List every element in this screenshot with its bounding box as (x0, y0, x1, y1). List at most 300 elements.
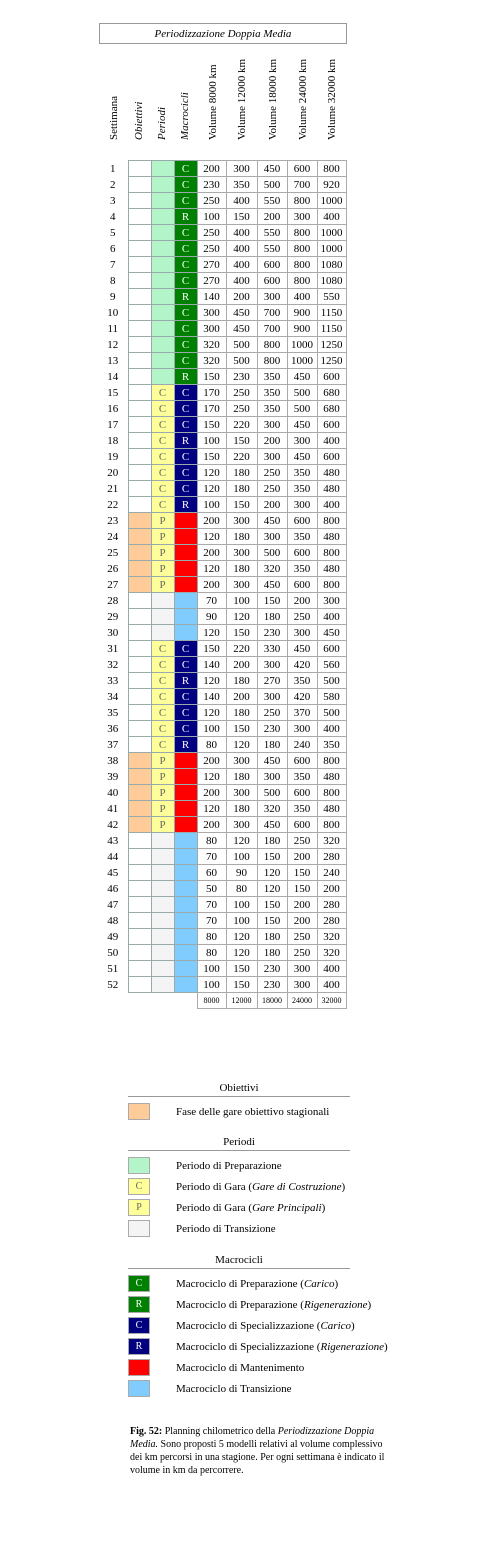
week-number: 41 (107, 802, 119, 815)
periodo-cell: C (151, 385, 174, 401)
volume-cell: 680 (317, 401, 346, 417)
volume-cell: 250 (197, 241, 226, 257)
volume-cell: 400 (317, 977, 346, 993)
volume-cell: 600 (317, 449, 346, 465)
obiettivo-cell (128, 417, 151, 433)
volume-cell: 600 (287, 753, 317, 769)
volume-cell: 450 (257, 753, 287, 769)
table-row (98, 881, 346, 897)
volume-cell: 70 (197, 897, 226, 913)
volume-cell: 150 (287, 865, 317, 881)
volume-cell: 300 (257, 529, 287, 545)
volume-cell: 270 (257, 673, 287, 689)
obiettivo-cell (128, 529, 151, 545)
volume-cell: 1150 (317, 321, 346, 337)
volume-cell: 320 (197, 337, 226, 353)
legend-item (128, 1317, 355, 1334)
periodo-cell (151, 337, 174, 353)
volume-cell: 250 (226, 385, 257, 401)
volume-cell: 500 (257, 177, 287, 193)
volume-cell: 200 (226, 689, 257, 705)
volume-cell: 200 (197, 785, 226, 801)
table-row (98, 817, 346, 833)
week-number: 39 (107, 770, 119, 783)
volume-cell: 200 (197, 161, 226, 177)
volume-cell: 500 (226, 353, 257, 369)
volume-cell: 600 (257, 257, 287, 273)
periodo-cell (151, 945, 174, 961)
volume-cell: 370 (287, 705, 317, 721)
volume-cell: 800 (287, 225, 317, 241)
obiettivo-cell (128, 577, 151, 593)
volume-cell: 350 (257, 401, 287, 417)
volume-cell: 150 (226, 961, 257, 977)
volume-cell: 100 (197, 961, 226, 977)
volume-cell: 400 (317, 209, 346, 225)
volume-cell: 150 (226, 433, 257, 449)
header-volume-24000: Volume 24000 km (297, 58, 309, 140)
macrociclo-cell: C (174, 417, 197, 433)
periodo-cell: P (151, 545, 174, 561)
volume-cell: 400 (317, 721, 346, 737)
week-number: 7 (110, 258, 116, 271)
obiettivo-cell (128, 161, 151, 177)
volume-cell: 200 (317, 881, 346, 897)
volume-cell: 250 (257, 481, 287, 497)
obiettivo-cell (128, 401, 151, 417)
table-row (98, 241, 346, 257)
volume-cell: 180 (226, 673, 257, 689)
total-cell: 18000 (257, 993, 287, 1009)
macrociclo-cell: C (174, 321, 197, 337)
header-volume-32000: Volume 32000 km (326, 58, 338, 140)
periodo-cell (151, 929, 174, 945)
volume-cell: 300 (287, 961, 317, 977)
week-number: 29 (107, 610, 119, 623)
volume-cell: 600 (287, 513, 317, 529)
periodo-cell (151, 881, 174, 897)
macrociclo-cell: C (174, 337, 197, 353)
macrociclo-cell: C (174, 273, 197, 289)
macrociclo-cell (174, 513, 197, 529)
macrociclo-cell: C (174, 705, 197, 721)
periodization-table (98, 160, 347, 1009)
volume-cell: 200 (197, 753, 226, 769)
volume-cell: 180 (226, 481, 257, 497)
volume-cell: 300 (226, 817, 257, 833)
obiettivo-cell (128, 833, 151, 849)
volume-cell: 800 (287, 241, 317, 257)
legend-italic: Gare Principali (252, 1201, 322, 1214)
periodo-cell (151, 225, 174, 241)
volume-cell: 230 (226, 369, 257, 385)
volume-cell: 450 (287, 641, 317, 657)
volume-cell: 70 (197, 849, 226, 865)
table-title: Periodizzazione Doppia Media (99, 23, 347, 44)
volume-cell: 550 (257, 241, 287, 257)
periodo-cell: C (151, 449, 174, 465)
volume-cell: 450 (257, 161, 287, 177)
volume-cell: 200 (197, 817, 226, 833)
volume-cell: 90 (226, 865, 257, 881)
obiettivo-cell (128, 945, 151, 961)
volume-cell: 100 (226, 593, 257, 609)
table-row (98, 849, 346, 865)
periodo-cell: P (151, 529, 174, 545)
total-cell: 32000 (317, 993, 346, 1009)
week-number: 26 (107, 562, 119, 575)
legend-text: Periodo di Gara ( (176, 1201, 253, 1214)
table-row (98, 689, 346, 705)
legend-text: Macrociclo di Specializzazione ( (176, 1319, 321, 1332)
volume-cell: 1000 (317, 193, 346, 209)
legend-label (176, 1181, 345, 1193)
table-row (98, 609, 346, 625)
volume-cell: 350 (287, 801, 317, 817)
volume-cell: 800 (317, 817, 346, 833)
table-row (98, 481, 346, 497)
macrociclo-cell: C (174, 193, 197, 209)
legend-text-end: ) (341, 1180, 346, 1193)
week-number: 14 (107, 370, 119, 383)
week-number: 15 (107, 386, 119, 399)
obiettivo-cell (128, 481, 151, 497)
periodo-cell: P (151, 561, 174, 577)
week-number: 13 (107, 354, 119, 367)
obiettivo-cell (128, 961, 151, 977)
periodo-cell: C (151, 401, 174, 417)
volume-cell: 600 (317, 369, 346, 385)
volume-cell: 90 (197, 609, 226, 625)
volume-cell: 800 (317, 545, 346, 561)
week-number: 34 (107, 690, 119, 703)
week-number: 5 (110, 226, 116, 239)
header-macrocicli: Macrocicli (179, 92, 191, 140)
volume-cell: 450 (287, 417, 317, 433)
volume-cell: 140 (197, 689, 226, 705)
periodo-cell: C (151, 433, 174, 449)
macrociclo-cell: C (174, 689, 197, 705)
obiettivo-cell (128, 929, 151, 945)
macrociclo-cell (174, 913, 197, 929)
volume-cell: 480 (317, 769, 346, 785)
volume-cell: 1080 (317, 257, 346, 273)
obiettivo-cell (128, 465, 151, 481)
volume-cell: 450 (287, 369, 317, 385)
macrociclo-cell: C (174, 657, 197, 673)
obiettivo-cell (128, 561, 151, 577)
volume-cell: 300 (226, 161, 257, 177)
volume-cell: 200 (197, 513, 226, 529)
week-number: 27 (107, 578, 119, 591)
volume-cell: 100 (226, 897, 257, 913)
macrociclo-cell (174, 865, 197, 881)
macrociclo-cell (174, 785, 197, 801)
periodo-cell (151, 833, 174, 849)
legend-text-end: ) (321, 1201, 326, 1214)
volume-cell: 400 (317, 497, 346, 513)
macrociclo-cell (174, 529, 197, 545)
week-number: 36 (107, 722, 119, 735)
legend-text: Fase delle gare obiettivo stagionali (176, 1105, 330, 1118)
periodo-cell (151, 961, 174, 977)
week-number: 35 (107, 706, 119, 719)
week-number: 44 (107, 850, 119, 863)
periodo-cell: C (151, 417, 174, 433)
periodo-cell (151, 593, 174, 609)
week-number: 2 (110, 178, 116, 191)
table-row (98, 753, 346, 769)
table-row (98, 273, 346, 289)
legend-label (176, 1202, 325, 1214)
volume-cell: 600 (287, 577, 317, 593)
obiettivo-cell (128, 625, 151, 641)
legend-italic: Carico (320, 1319, 352, 1332)
volume-cell: 100 (226, 849, 257, 865)
periodo-cell (151, 177, 174, 193)
table-row (98, 497, 346, 513)
week-number: 30 (107, 626, 119, 639)
volume-cell: 800 (257, 353, 287, 369)
volume-cell: 900 (287, 305, 317, 321)
volume-cell: 120 (197, 625, 226, 641)
macrociclo-cell (174, 561, 197, 577)
obiettivo-cell (128, 881, 151, 897)
volume-cell: 800 (317, 161, 346, 177)
legend-label (176, 1299, 371, 1311)
week-number: 16 (107, 402, 119, 415)
volume-cell: 280 (317, 913, 346, 929)
volume-cell: 200 (257, 433, 287, 449)
volume-cell: 200 (226, 657, 257, 673)
macrociclo-cell (174, 817, 197, 833)
volume-cell: 180 (257, 945, 287, 961)
table-row (98, 225, 346, 241)
week-number: 6 (110, 242, 116, 255)
volume-cell: 500 (287, 401, 317, 417)
legend-swatch: R (128, 1338, 150, 1355)
volume-cell: 1150 (317, 305, 346, 321)
obiettivo-cell (128, 241, 151, 257)
volume-cell: 250 (287, 945, 317, 961)
volume-cell: 120 (226, 737, 257, 753)
total-cell: 24000 (287, 993, 317, 1009)
obiettivo-cell (128, 705, 151, 721)
volume-cell: 550 (317, 289, 346, 305)
volume-cell: 150 (226, 497, 257, 513)
volume-cell: 120 (197, 801, 226, 817)
obiettivo-cell (128, 337, 151, 353)
volume-cell: 600 (287, 817, 317, 833)
volume-cell: 300 (197, 305, 226, 321)
volume-cell: 400 (317, 961, 346, 977)
volume-cell: 1250 (317, 337, 346, 353)
macrociclo-cell (174, 577, 197, 593)
volume-cell: 120 (197, 769, 226, 785)
volume-cell: 280 (317, 849, 346, 865)
header-volume-18000: Volume 18000 km (267, 58, 279, 140)
volume-cell: 800 (287, 273, 317, 289)
obiettivo-cell (128, 689, 151, 705)
volume-cell: 220 (226, 449, 257, 465)
table-row (98, 945, 346, 961)
volume-cell: 150 (257, 913, 287, 929)
legend-label (176, 1320, 355, 1332)
volume-cell: 450 (226, 321, 257, 337)
obiettivo-cell (128, 593, 151, 609)
macrociclo-cell (174, 977, 197, 993)
header-volume-8000: Volume 8000 km (207, 64, 219, 140)
legend-italic: Gare di Costruzione (252, 1180, 342, 1193)
volume-cell: 180 (226, 529, 257, 545)
volume-cell: 200 (287, 897, 317, 913)
macrociclo-cell: R (174, 289, 197, 305)
volume-cell: 350 (287, 465, 317, 481)
legend-macrocicli (128, 1254, 388, 1401)
volume-cell: 120 (197, 561, 226, 577)
volume-cell: 480 (317, 529, 346, 545)
volume-cell: 800 (317, 577, 346, 593)
volume-cell: 120 (197, 465, 226, 481)
volume-cell: 220 (226, 641, 257, 657)
obiettivo-cell (128, 769, 151, 785)
obiettivo-cell (128, 977, 151, 993)
obiettivo-cell (128, 897, 151, 913)
legend-item (128, 1359, 350, 1376)
week-number: 42 (107, 818, 119, 831)
macrociclo-cell (174, 625, 197, 641)
week-number: 51 (107, 962, 119, 975)
legend-text-end: ) (351, 1319, 355, 1332)
week-number: 1 (110, 162, 116, 175)
volume-cell: 300 (226, 577, 257, 593)
volume-cell: 200 (287, 593, 317, 609)
week-number: 49 (107, 930, 119, 943)
legend-swatch: C (128, 1275, 150, 1292)
volume-cell: 100 (197, 209, 226, 225)
volume-cell: 80 (197, 929, 226, 945)
volume-cell: 450 (257, 577, 287, 593)
volume-cell: 100 (197, 433, 226, 449)
volume-cell: 550 (257, 225, 287, 241)
volume-cell: 80 (197, 833, 226, 849)
legend-heading: Obiettivi (128, 1082, 350, 1097)
week-number: 3 (110, 194, 116, 207)
volume-cell: 200 (226, 289, 257, 305)
volume-cell: 200 (287, 849, 317, 865)
volume-cell: 180 (257, 929, 287, 945)
periodo-cell (151, 609, 174, 625)
periodo-cell: C (151, 689, 174, 705)
volume-cell: 150 (257, 897, 287, 913)
periodo-cell: P (151, 577, 174, 593)
volume-cell: 300 (257, 449, 287, 465)
obiettivo-cell (128, 321, 151, 337)
periodo-cell: C (151, 721, 174, 737)
volume-cell: 100 (226, 913, 257, 929)
legend-text-end: ) (384, 1340, 388, 1353)
table-row (98, 385, 346, 401)
legend-item (128, 1220, 350, 1237)
volume-cell: 100 (197, 497, 226, 513)
legend-text: Macrociclo di Specializzazione ( (176, 1340, 321, 1353)
week-number: 17 (107, 418, 119, 431)
periodo-cell (151, 913, 174, 929)
obiettivo-cell (128, 289, 151, 305)
obiettivo-cell (128, 385, 151, 401)
caption-italic: Periodizzazione Doppia Media. (130, 1426, 375, 1450)
legend-item (128, 1103, 350, 1120)
legend-italic: Rigenerazione (320, 1340, 385, 1353)
total-cell: 8000 (197, 993, 226, 1009)
week-number: 48 (107, 914, 119, 927)
volume-cell: 120 (226, 833, 257, 849)
periodo-cell: C (151, 673, 174, 689)
macrociclo-cell: R (174, 673, 197, 689)
table-row (98, 561, 346, 577)
table-row (98, 257, 346, 273)
obiettivo-cell (128, 369, 151, 385)
volume-cell: 800 (317, 785, 346, 801)
table-row (98, 929, 346, 945)
table-row (98, 785, 346, 801)
volume-cell: 300 (257, 417, 287, 433)
volume-cell: 800 (287, 193, 317, 209)
table-row (98, 369, 346, 385)
volume-cell: 230 (257, 961, 287, 977)
volume-cell: 700 (287, 177, 317, 193)
volume-cell: 300 (257, 689, 287, 705)
periodo-cell: C (151, 657, 174, 673)
week-number: 43 (107, 834, 119, 847)
legend-item (128, 1178, 350, 1195)
figure-caption (130, 1425, 390, 1477)
volume-cell: 150 (226, 977, 257, 993)
header-periodi: Periodi (156, 107, 168, 140)
macrociclo-cell: C (174, 385, 197, 401)
macrociclo-cell: C (174, 177, 197, 193)
table-row (98, 449, 346, 465)
volume-cell: 450 (226, 305, 257, 321)
week-number: 10 (107, 306, 119, 319)
volume-cell: 300 (257, 769, 287, 785)
volume-cell: 180 (226, 561, 257, 577)
periodo-cell: P (151, 785, 174, 801)
volume-cell: 400 (226, 241, 257, 257)
legend-obiettivi (128, 1082, 350, 1124)
table-row (98, 161, 346, 177)
volume-cell: 300 (257, 289, 287, 305)
volume-cell: 180 (257, 737, 287, 753)
week-number: 25 (107, 546, 119, 559)
volume-cell: 220 (226, 417, 257, 433)
week-number: 31 (107, 642, 119, 655)
volume-cell: 120 (226, 609, 257, 625)
obiettivo-cell (128, 225, 151, 241)
volume-cell: 180 (226, 705, 257, 721)
volume-cell: 920 (317, 177, 346, 193)
total-cell: 12000 (226, 993, 257, 1009)
volume-cell: 900 (287, 321, 317, 337)
obiettivo-cell (128, 193, 151, 209)
volume-cell: 580 (317, 689, 346, 705)
periodo-cell: C (151, 481, 174, 497)
volume-cell: 300 (287, 977, 317, 993)
volume-cell: 250 (257, 465, 287, 481)
volume-cell: 120 (226, 945, 257, 961)
volume-cell: 400 (226, 193, 257, 209)
volume-cell: 500 (257, 545, 287, 561)
